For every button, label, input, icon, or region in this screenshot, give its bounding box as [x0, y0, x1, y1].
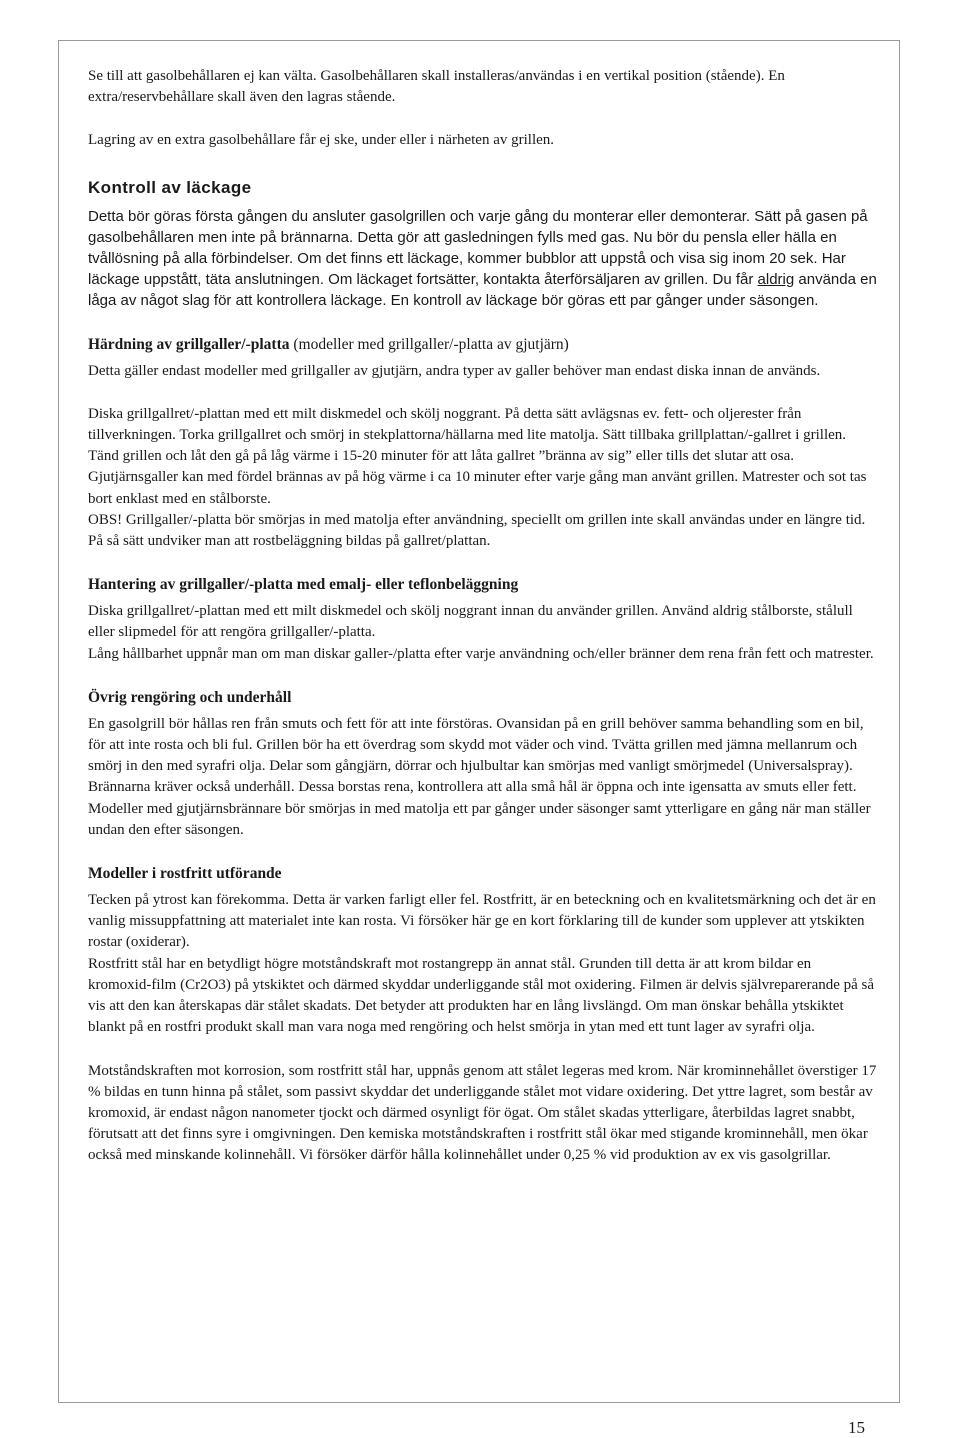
hardening-paragraph-4: Gjutjärnsgaller kan med fördel brännas av på hög värme i ca 10 minuter efter varje gång man använt grillen. Matrester och sot tas bort enklast med en stålborste. [88, 469, 867, 507]
cleaning-heading: Övrig rengöring och underhåll [88, 688, 292, 706]
enamel-paragraph-1: Diska grillgallret/-plattan med ett milt diskmedel och skölj noggrant innan du använder grillen. Använd aldrig stålborste, stålull eller slipmedel för att rengöra grillgaller/-platta. [88, 603, 853, 641]
page-content [88, 66, 878, 1167]
cleaning-paragraph-2: Brännarna kräver också underhåll. Dessa borstas rena, kontrollera att alla små hål är öppna och inte igensatta av smuts eller fett. Modeller med gjutjärnsbrännare bör smörjas in med matolja ett par gånger under säsonger samt ytterligare en gång när man ställer undan den efter säsongen. [88, 779, 871, 838]
hardening-heading [88, 334, 878, 355]
enamel-paragraph-2: Lång hållbarhet uppnår man om man diskar galler-/platta efter varje användning och/eller bränner dem rena från fett och matrester. [88, 645, 874, 662]
enamel-heading: Hantering av grillgaller/-platta med emalj- eller teflonbeläggning [88, 576, 519, 594]
leak-text-2: använda en låga av något slag för att kontrollera läckage. En kontroll av läckage bör göras ett par gånger under säsongen. [88, 271, 877, 310]
leak-check-heading: Kontroll av läckage [88, 177, 252, 197]
stainless-paragraph-2: Rostfritt stål har en betydligt högre motståndskraft mot rostangrepp än annat stål. Grunden till detta är att krom bildar en kromoxid-film (Cr2O3) på ytskiktet och därmed skyddar underliggande stål mot oxidering. Filmen är delvis självreparerande på så vis att den kan återskapas där stålet skadats. Det betyder att produkten har en lång livslängd. Om man önskar behålla ytskiktet blankt på en rostfri produkt skall man vara noga med rengöring och helst smörja in ytan med ett tunt lager av syrafri olja. [88, 955, 875, 1036]
page-number: 15 [848, 1418, 865, 1437]
hardening-paragraph-1: Detta gäller endast modeller med grillgaller av gjutjärn, andra typer av galler behöver man endast diska innan de används. [88, 362, 821, 379]
hardening-paragraph-5: OBS! Grillgaller/-platta bör smörjas in med matolja efter användning, speciellt om grillen inte skall användas under en längre tid. På så sätt undviker man att rostbeläggning bildas på gallret/plattan. [88, 511, 866, 550]
intro-storage-warning: Lagring av en extra gasolbehållare får ej ske, under eller i närheten av grillen. [88, 132, 555, 149]
leak-emphasis: aldrig [757, 271, 795, 289]
stainless-paragraph-3: Motståndskraften mot korrosion, som rostfritt stål har, uppnås genom att stålet legeras med krom. När krominnehållet överstiger 17 % bildas en tunn hinna på stålet, som passivt skyddar det underliggande stålet mot vidare oxidering. Det yttre lagret, som består av kromoxid, är endast någon nanometer tjockt och därmed osynligt för ögat. Om stålet skadas ytterligare, återbildas lagret snabbt, förutsatt att det finns syre i omgivningen. Den kemiska motståndskraften i rostfritt stål ökar med stigande krominnehåll, men ökar också med minskande kolinnehåll. Vi försöker därför hålla kolinnehållet under 0,25 % vid produktion av ex vis gasolgrillar. [88, 1062, 877, 1164]
intro-paragraph: Se till att gasolbehållaren ej kan välta. Gasolbehållaren skall installeras/användas i en vertikal position (stående). En extra/reservbehållare skall även den lagras stående. [88, 68, 785, 106]
hardening-paragraph-2: Diska grillgallret/-plattan med ett milt diskmedel och skölj noggrant. På detta sätt avlägsnas ev. fett- och oljerester från tillverkningen. Torka grillgallret och smörj in stekplattorna/hällarna med lite matolja. Sätt tillbaka grillplattan/-gallret i grillen. [88, 405, 847, 444]
hardening-heading-title: Härdning av grillgaller/-platta [88, 335, 290, 353]
cleaning-paragraph-1: En gasolgrill bör hållas ren från smuts och fett för att inte förstöras. Ovansidan på en grill behöver samma behandling som en bil, för att inte rosta och bli ful. Grillen bör ha ett överdrag som skydd mot väder och vind. Tvätta grillen med jämna mellanrum och smörj in den med syrafri olja. Delar som gångjärn, dörrar och hjulbultar kan smörjas med vanligt smörjmedel (Universalspray). [88, 715, 864, 775]
stainless-paragraph-1: Tecken på ytrost kan förekomma. Detta är varken farligt eller fel. Rostfritt, är en beteckning och en kvalitetsmärkning och det är en vanlig missuppfattning att materialet inte kan rosta. Vi försöker här ge en kort förklaring till de kunder som upplever att ytskikten rostar (oxiderar). [88, 892, 876, 951]
leak-check-paragraph [88, 206, 878, 312]
hardening-paragraph-3: Tänd grillen och låt den gå på låg värme i 15-20 minuter för att låta gallret ”bränna av sig” eller tills det slutar att osa. [88, 448, 794, 465]
leak-text-1: Detta bör göras första gången du ansluter gasolgrillen och varje gång du monterar eller demonterar. Sätt på gasen på gasolbehållaren men inte på brännarna. Detta gör att gasledningen fylls med gas. Nu bör du pensla eller hälla en tvållösning på alla förbindelser. Om det finns ett läckage, kommer bubblor att uppstå och visa sig inom 20 sek. Har läckage uppstått, täta anslutningen. Om läckaget fortsätter, kontakta återförsäljaren av grillen. Du får [88, 207, 868, 289]
stainless-heading: Modeller i rostfritt utförande [88, 865, 282, 883]
hardening-heading-note: (modeller med grillgaller/-platta av gjutjärn) [289, 335, 569, 353]
